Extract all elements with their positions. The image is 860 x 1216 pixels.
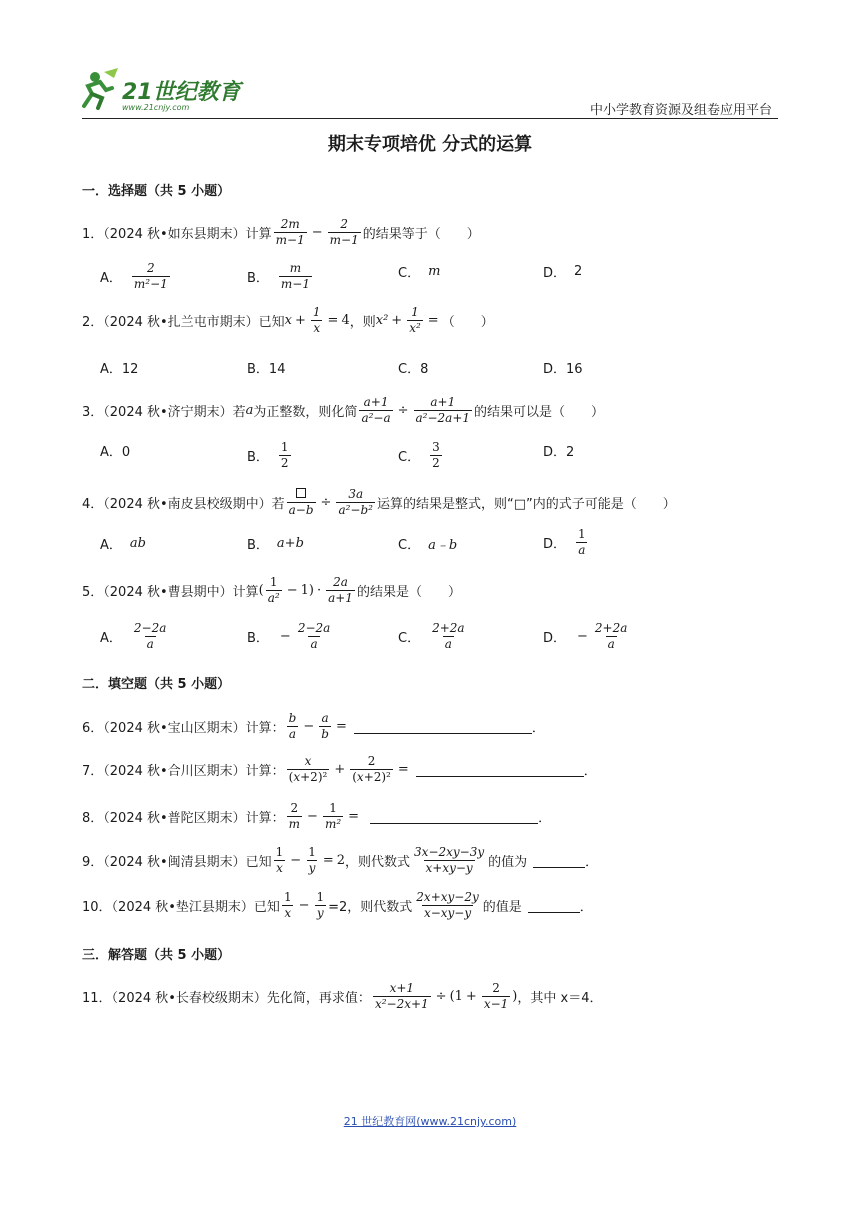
section-fill-heading: 二．填空题（共 5 小题） (82, 677, 231, 692)
svg-text:21世纪教育: 21世纪教育 (122, 80, 241, 105)
page-title: 期末专项培优 分式的运算 (327, 134, 533, 155)
question-6: 6．（2024 秋•宝山区期末）计算： $\frac{b}{a}$ − $\frac{a}{b}$ = ． (82, 711, 545, 742)
option-a[interactable]: A． $\frac{2}{\text{m²−1}}$ (100, 261, 168, 292)
question-4: 4．（2024 秋•南皮县校级期中）若 a−b ÷ $\frac{3a}{\text{a²−b²}}$ 运算的结果是整式，则“□”内的式子可能是（ ） (82, 487, 676, 518)
option-c[interactable]: C． a﹣b (398, 538, 458, 553)
question-8: 8．（2024 秋•普陀区期末）计算： $\frac{2}{m}$ − $\frac{1}{\text{m²}}$ = ． (82, 801, 552, 832)
option-a[interactable]: A． ab (100, 536, 146, 553)
footer-link[interactable]: 21 世纪教育网(www.21cnjy.com) (343, 1115, 517, 1128)
option-c[interactable]: C． $\frac{3}{2}$ (398, 440, 440, 471)
option-b[interactable]: B． $\frac{m}{m-1}$ (247, 261, 310, 292)
option-b[interactable]: B． $\frac{1}{2}$ (247, 440, 289, 471)
answer-blank[interactable] (528, 898, 580, 913)
answer-blank[interactable] (370, 809, 538, 824)
page-footer (0, 1113, 860, 1129)
site-logo (78, 66, 248, 114)
option-d[interactable]: D． − $\frac{2+2a}{a}$ (543, 621, 628, 652)
option-c[interactable]: C． $\frac{2+2a}{a}$ (398, 621, 465, 652)
header-divider (82, 118, 778, 119)
question-11: 11．（2024 秋•长春校级期末）先化简，再求值： $\frac{x+1}{\text{x²−2x+1}}$ ÷ (1 + $\frac{2}{x-1}$ ) ，其中 x＝4． (82, 981, 603, 1012)
svg-text:www.21cnjy.com: www.21cnjy.com (122, 103, 190, 112)
option-a[interactable]: A． $\frac{2-2a}{a}$ (100, 621, 167, 652)
option-b[interactable]: B． a+b (247, 536, 304, 553)
option-c[interactable]: C． m (398, 264, 441, 281)
option-d[interactable]: D．2 (543, 445, 575, 460)
question-1: 1．（2024 秋•如东县期末）计算 $\frac{2m}{m-1}$ − $\frac{2}{m-1}$ 的结果等于（ ） (82, 217, 480, 248)
option-d[interactable]: D． $\frac{1}{a}$ (543, 527, 586, 558)
question-10: 10．（2024 秋•垫江县期末）已知 $\frac{1}{x}$ − $\frac{1}{y}$ =2，则代数式 $\frac{2x+xy-2y}{x-xy-y}$ 的值是 ． (82, 890, 593, 921)
question-5: 5．（2024 秋•曹县期中）计算 ( $\frac{1}{\text{a²}}$ − 1) · $\frac{2a}{a+1}$ 的结果是（ ） (82, 575, 461, 606)
option-b[interactable]: B．14 (247, 362, 286, 377)
question-3: 3．（2024 秋•济宁期末）若 a 为正整数，则化简 $\frac{a+1}{\text{a²−a}}$ ÷ $\frac{a+1}{\text{a²−2a+1}}$ 的结果可以是（ ） (82, 395, 605, 426)
option-b[interactable]: B． − $\frac{2-2a}{a}$ (247, 621, 331, 652)
question-7: 7．（2024 秋•合川区期末）计算： $\frac{x}{\text{(x+2)²}}$ + $\frac{2}{\text{(x+2)²}}$ = ． (82, 754, 597, 785)
question-2: 2．（2024 秋•扎兰屯市期末）已知 x + $\frac{1}{x}$ = 4 ，则 x² + $\frac{1}{\text{x²}}$ = （ ） (82, 305, 494, 336)
answer-blank[interactable] (533, 853, 585, 868)
platform-label: 中小学教育资源及组卷应用平台 (589, 103, 772, 118)
section-choice-heading: 一．选择题（共 5 小题） (82, 184, 231, 199)
fraction: $\frac{2m}{m-1}$ (275, 217, 305, 248)
question-9: 9．（2024 秋•闽清县期末）已知 $\frac{1}{x}$ − $\frac{1}{y}$ = 2 ，则代数式 $\frac{3x-2xy-3y}{x+xy-y}$ 的值为 ． (82, 845, 599, 876)
section-solve-heading: 三．解答题（共 5 小题） (82, 948, 231, 963)
option-a[interactable]: A．0 (100, 445, 131, 460)
answer-blank[interactable] (354, 719, 532, 734)
option-d[interactable]: D． 2 (543, 264, 583, 281)
option-a[interactable]: A．12 (100, 362, 139, 377)
option-d[interactable]: D．16 (543, 362, 583, 377)
option-c[interactable]: C．8 (398, 362, 429, 377)
answer-blank[interactable] (416, 762, 584, 777)
fraction: $\frac{2}{m-1}$ (329, 217, 359, 248)
